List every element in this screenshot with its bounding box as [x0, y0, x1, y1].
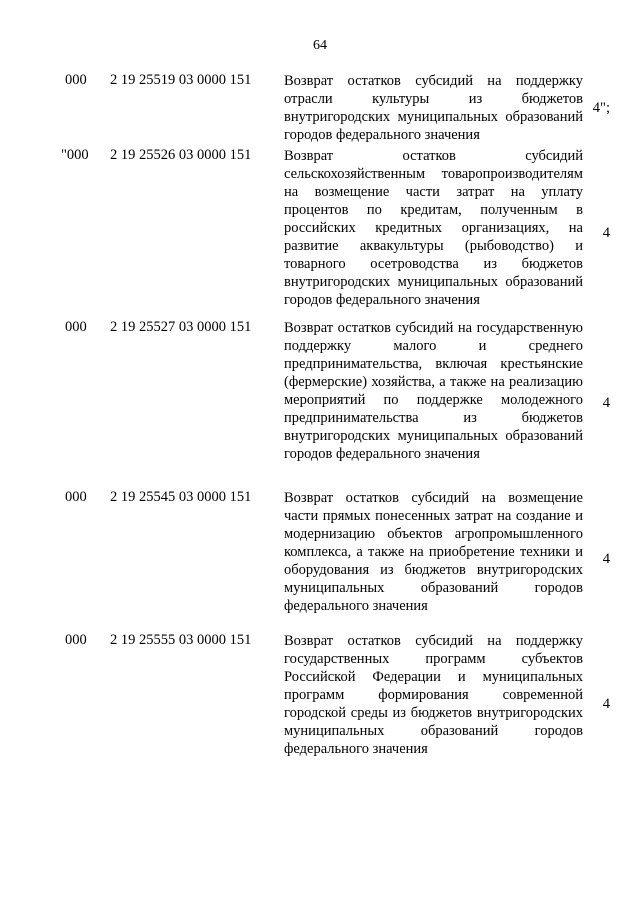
row-description: Возврат остатков субсидий на поддержку государственных программ субъектов Российской Федерации и муниципальных программ формирования современной городской среды из бюджетов внутригородских муниципальных образований городов федерального значения [284, 633, 583, 757]
row-amount: 4"; [592, 100, 610, 116]
code-prefix: 000 [65, 319, 87, 335]
code-prefix: 000 [65, 72, 87, 88]
budget-code: 2 19 25555 03 0000 151 [110, 632, 252, 648]
row-description: Возврат остатков субсидий на государственную поддержку малого и среднего предпринимательства, включая крестьянские (фермерские) хозяйства, а также на реализацию мероприятий по поддержке молодежного предпринимательства из бюджетов внутригородских муниципальных образований городов федерального значения [284, 320, 583, 462]
budget-code: 2 19 25526 03 0000 151 [110, 147, 252, 163]
row-amount: 4 [602, 225, 610, 241]
code-prefix: 000 [65, 632, 87, 648]
budget-code: 2 19 25545 03 0000 151 [110, 489, 252, 505]
row-amount: 4 [602, 395, 610, 411]
row-amount: 4 [602, 696, 610, 712]
page-number: 64 [313, 38, 327, 53]
budget-code: 2 19 25519 03 0000 151 [110, 72, 252, 88]
row-description: Возврат остатков субсидий сельскохозяйственным товаропроизводителям на возмещение части затрат на уплату процентов по кредитам, полученным в российских кредитных организациях, на развитие аквакультуры (рыбоводство) и товарного осетроводства из бюджетов внутригородских муниципальных образований городов федерального значения [284, 148, 583, 308]
code-prefix: 000 [65, 489, 87, 505]
row-amount: 4 [602, 551, 610, 567]
row-description: Возврат остатков субсидий на поддержку отрасли культуры из бюджетов внутригородских муниципальных образований городов федерального значения [284, 73, 583, 143]
row-description: Возврат остатков субсидий на возмещение части прямых понесенных затрат на создание и модернизацию объектов агропромышленного комплекса, а также на приобретение техники и оборудования из бюджетов внутригородских муниципальных образований городов федерального значения [284, 490, 583, 614]
budget-code: 2 19 25527 03 0000 151 [110, 319, 252, 335]
code-prefix: "000 [61, 147, 89, 163]
